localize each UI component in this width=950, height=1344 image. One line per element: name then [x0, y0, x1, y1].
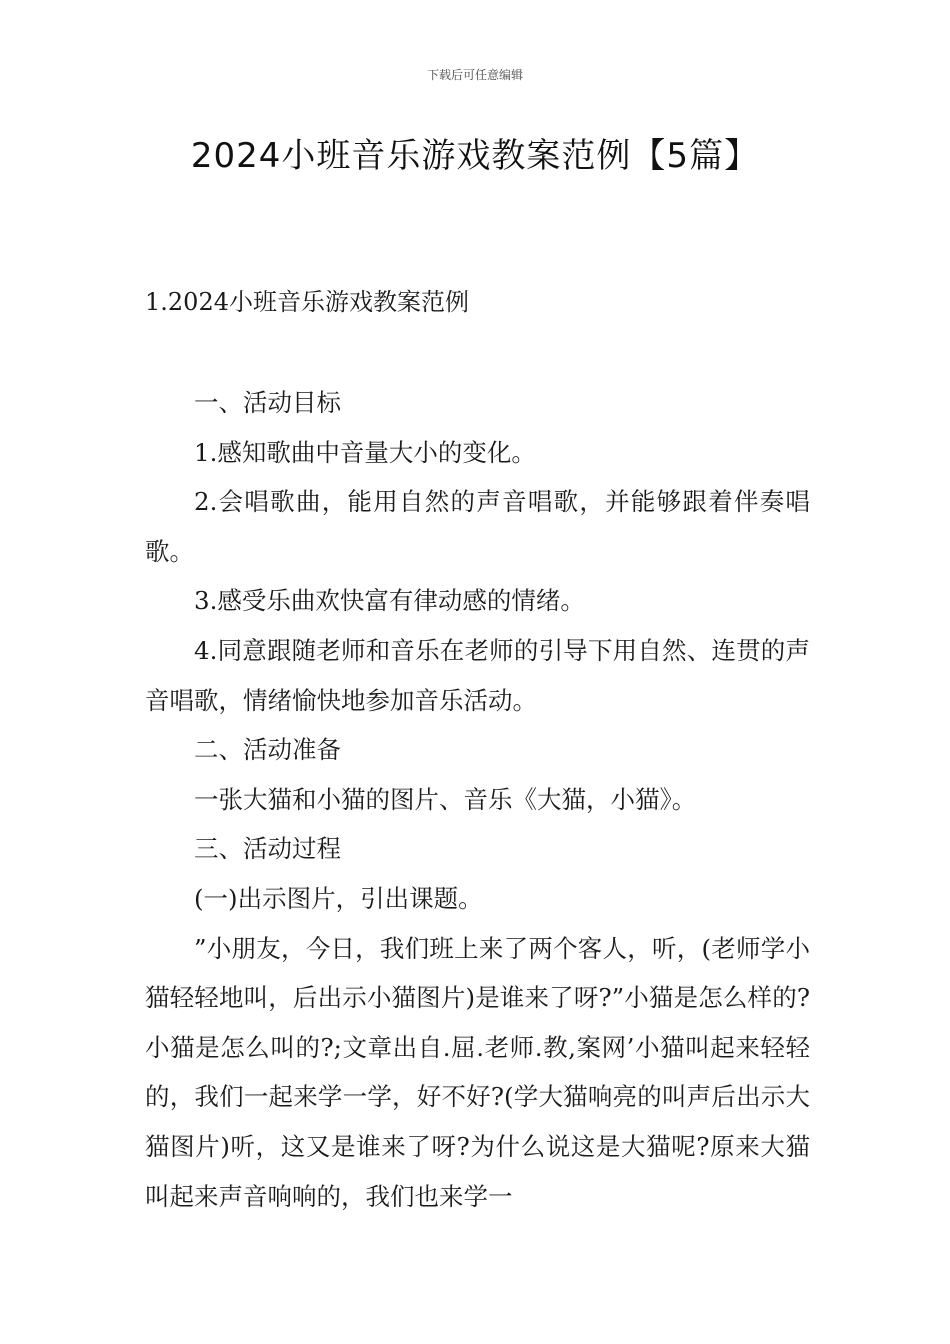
paragraph-heading-process: 三、活动过程	[194, 834, 341, 864]
paragraph-heading-goals: 一、活动目标	[194, 388, 341, 417]
paragraph-goal-1: 1.感知歌曲中音量大小的变化。	[194, 437, 536, 467]
paragraph-preparation: 一张大猫和小猫的图片、音乐《大猫，小猫》。	[194, 784, 697, 814]
paragraph-goal-4: 4.同意跟随老师和音乐在老师的引导下用自然、连贯的声音唱歌，情绪愉快地参加音乐活动。	[145, 635, 810, 715]
paragraph-goal-2: 2.会唱歌曲，能用自然的声音唱歌，并能够跟着伴奏唱歌。	[145, 487, 810, 566]
paragraph-goal-3: 3.感受乐曲欢快富有律动感的情绪。	[194, 586, 585, 616]
document-body	[145, 378, 810, 1221]
paragraph-heading-preparation: 二、活动准备	[194, 735, 341, 765]
page-title: 2024小班音乐游戏教案范例【5篇】	[190, 136, 760, 176]
paragraph-step-1-detail: ”小朋友，今日，我们班上来了两个客人，听，(老师学小猫轻轻地叫，后出示小猫图片)是谁来了呀?”小猫是怎么样的?小猫是怎么叫的?;文章出自.屈.老师.教,案网’小猫叫起来轻轻的，我们一起来学一学，好不好?(学大猫响亮的叫声后出示大猫图片)听，这又是谁来了呀?为什么说这是大猫呢?原来大猫叫起来声音响响的，我们也来学一	[145, 933, 810, 1211]
header-note: 下载后可任意编辑	[426, 68, 523, 82]
paragraph-step-1: (一)出示图片，引出课题。	[194, 883, 483, 913]
section-title: 1.2024小班音乐游戏教案范例	[145, 288, 469, 316]
